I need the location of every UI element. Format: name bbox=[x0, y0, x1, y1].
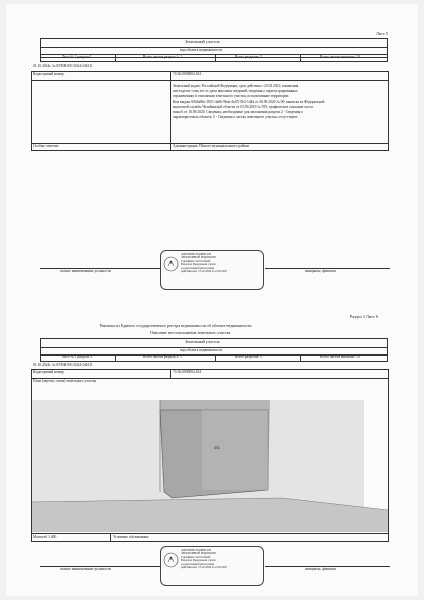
object-title: Земельный участок bbox=[185, 339, 220, 344]
sheet-number: Лист 5 bbox=[376, 31, 388, 36]
emblem-icon bbox=[163, 552, 179, 568]
position-caption: полное наименование должности bbox=[60, 269, 112, 273]
cadastral-label: Кадастровый номер: bbox=[33, 72, 65, 76]
plan-label: План (чертеж, схема) земельного участка bbox=[33, 379, 97, 383]
initials-caption: инициалы, фамилия bbox=[305, 567, 336, 571]
sheet-cell: Всего листов раздела 1: 1 bbox=[143, 55, 182, 59]
sheet-cell: Всего разделов: 5 bbox=[235, 355, 262, 359]
extract-header: Выписка из Единого государственного реестра недвижимости об объекте недвижимости bbox=[100, 323, 252, 328]
restrictions-text: Земельный кодекс Российской Федерации, срок действия с 23.03.2021; изменения шестьдесят семь лет от даты внесения сведений; сведения о зарегистрированных ограничениях в отношении земельного участка; использование территории Кем выдан: 6064а8bс-1851-4a0b-9b4a-4a47f 0b3-1d4d от 26.09.2020 № 00; выписка из Федеральной налоговой службы Челябинской области от 03.09.2019 № 595; графическое описание части зоны 6 от 16.09.2020. Сведения, необходимые для заполнения раздела 2 - Сведения о характеристиках объекта: 5 - Сведения о частях земельного участка, отсутствуют. bbox=[173, 84, 325, 120]
extract-date: 01.10.2024г. № КУВИ-001/2024-246111 bbox=[33, 64, 93, 68]
special-marks-value: Администрация Уйского муниципального района bbox=[173, 144, 249, 148]
emblem-icon bbox=[163, 256, 179, 272]
legend-label: Условные обозначения: bbox=[113, 535, 149, 539]
object-subtitle: вид объекта недвижимости bbox=[180, 48, 222, 52]
stamp-text: ДОКУМЕНТ ПОДПИСАН ЭЛЕКТРОННОЙ ПОДПИСЬЮ Сертификат: 0a1b3c4d5e6f Владелец: Федеральная служба государственной регистрации Действителен: с 01.03.2024 по 25.05.2025 bbox=[181, 549, 227, 570]
parcel-plan bbox=[32, 386, 388, 532]
cadastral-number: 74:36:0000002:434 bbox=[173, 370, 202, 374]
position-caption: полное наименование должности bbox=[60, 567, 112, 571]
sheet-cell: Всего разделов: 5 bbox=[235, 55, 262, 59]
initials-caption: инициалы, фамилия bbox=[305, 269, 336, 273]
extract-subheader: Описание местоположения земельного участка bbox=[150, 330, 231, 335]
special-marks-label: Особые отметки: bbox=[33, 144, 60, 148]
sheet-cell: Лист № 1 раздела 3 bbox=[62, 355, 92, 359]
cadastral-label: Кадастровый номер: bbox=[33, 370, 65, 374]
parcel-number: 434 bbox=[214, 446, 220, 450]
object-title: Земельный участок bbox=[185, 39, 220, 44]
scale-label: Масштаб 1:400 bbox=[33, 535, 57, 539]
sheet-cell: Всего листов выписки: 10 bbox=[320, 55, 360, 59]
section-sheet-label: Раздел 3 Лист 6 bbox=[350, 314, 378, 319]
extract-date: 01.10.2024г. № КУВИ-001/2024-246111 bbox=[33, 363, 93, 367]
sheet-cell: Лист № 1 раздела 1 bbox=[62, 55, 92, 59]
stamp-text: ДОКУМЕНТ ПОДПИСАН ЭЛЕКТРОННОЙ ПОДПИСЬЮ Сертификат: 0a1b3c4d5e6f Владелец: Федеральная служба государственной регистрации Действителен: с 01.03.2024 по 25.05.2025 bbox=[181, 253, 227, 274]
cadastral-number: 74:36:0000002:434 bbox=[173, 72, 202, 76]
object-subtitle: вид объекта недвижимости bbox=[180, 348, 222, 352]
sheet-cell: Всего листов выписки: 10 bbox=[320, 355, 360, 359]
sheet-cell: Всего листов раздела 3: 1 bbox=[143, 355, 182, 359]
